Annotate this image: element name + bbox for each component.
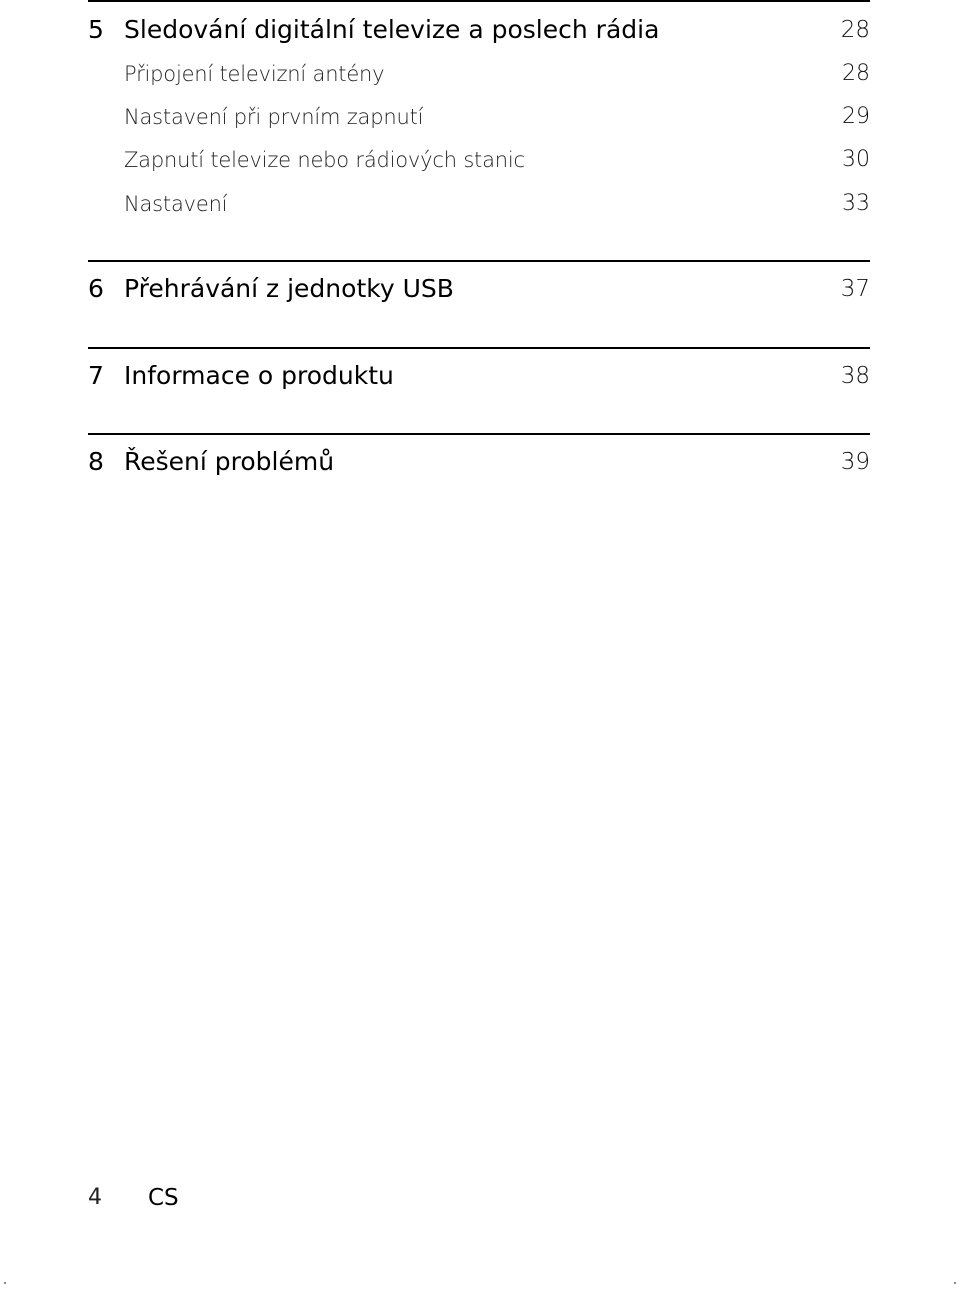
footer-language-code: CS — [148, 1185, 179, 1211]
toc-subentry-title: Nastavení — [124, 192, 228, 216]
section-6-top-rule — [88, 260, 870, 262]
toc-section-number: 6 — [88, 274, 104, 303]
section-8-top-rule — [88, 433, 870, 435]
toc-entry-section-6[interactable] — [88, 272, 870, 306]
toc-subentry-stations[interactable] — [88, 143, 870, 177]
toc-page-number: 28 — [840, 17, 870, 43]
toc-entry-section-8[interactable] — [88, 445, 870, 479]
toc-page-number: 37 — [840, 276, 870, 302]
toc-subentry-settings[interactable] — [88, 187, 870, 221]
toc-page-number: 39 — [840, 449, 870, 475]
toc-page-number: 28 — [842, 61, 870, 86]
corner-mark-right — [954, 1282, 956, 1284]
toc-page-number: 29 — [842, 104, 870, 129]
toc-page-number: 33 — [842, 191, 870, 216]
toc-section-title: Sledování digitální televize a poslech rádia — [124, 15, 660, 44]
toc-page-number: 30 — [842, 147, 870, 172]
footer-page-number: 4 — [88, 1185, 102, 1210]
toc-entry-section-5[interactable] — [88, 13, 870, 47]
toc-subentry-first-setup[interactable] — [88, 100, 870, 134]
section-5-top-rule — [88, 0, 870, 2]
toc-subentry-title: Zapnutí televize nebo rádiových stanic — [124, 148, 525, 172]
toc-subentry-title: Nastavení při prvním zapnutí — [124, 105, 424, 129]
toc-section-title: Informace o produktu — [124, 361, 394, 390]
toc-section-title: Řešení problémů — [124, 447, 335, 476]
toc-section-number: 5 — [88, 15, 104, 44]
toc-section-number: 8 — [88, 447, 104, 476]
toc-section-number: 7 — [88, 361, 104, 390]
corner-mark-left — [4, 1282, 6, 1284]
toc-page-number: 38 — [840, 363, 870, 389]
toc-subentry-title: Připojení televizní antény — [124, 62, 385, 86]
toc-entry-section-7[interactable] — [88, 359, 870, 393]
section-7-top-rule — [88, 347, 870, 349]
toc-section-title: Přehrávání z jednotky USB — [124, 274, 454, 303]
toc-subentry-antenna[interactable] — [88, 57, 870, 91]
